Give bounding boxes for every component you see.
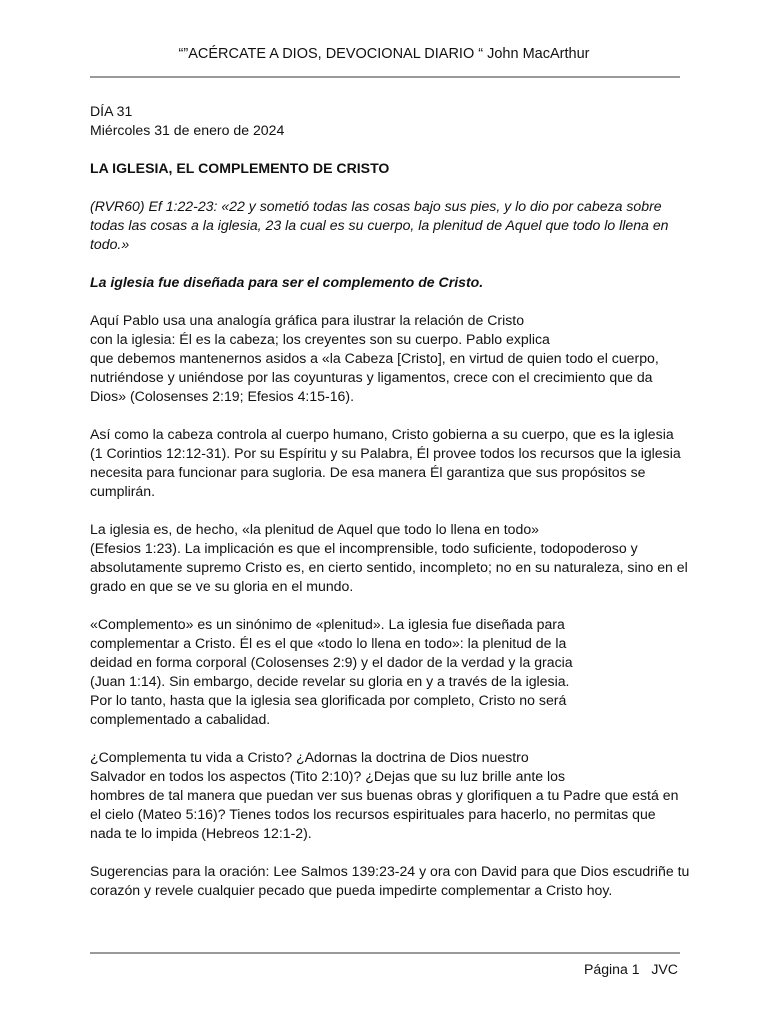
- text-line: nutriéndose y uniéndose por las coyunturas y ligamentos, crece con el crecimiento que da: [90, 369, 653, 385]
- key-statement: La iglesia fue diseñada para ser el complemento de Cristo.: [90, 274, 484, 290]
- text-line: deidad en forma corporal (Colosenses 2:9) y el dador de la verdad y la gracia: [90, 654, 573, 670]
- text-line: Sugerencias para la oración: Lee Salmos 139:23-24 y ora con David para que Dios escudriñe tu: [90, 863, 690, 879]
- header-divider: [90, 76, 680, 78]
- text-line: necesita para funcionar para sugloria. De esa manera Él garantiza que sus propósitos se: [90, 464, 646, 480]
- paragraph-2: [90, 425, 690, 501]
- text-line: (Efesios 1:23). La implicación es que el incomprensible, todo suficiente, todopoderoso y: [90, 540, 638, 556]
- text-line: grado en que se ve su gloria en el mundo.: [90, 578, 354, 594]
- scripture-line: todas las cosas a la iglesia, 23 la cual es su cuerpo, la plenitud de Aquel que todo lo llena en: [90, 217, 669, 233]
- text-line: Salvador en todos los aspectos (Tito 2:10)? ¿Dejas que su luz brille ante los: [90, 768, 566, 784]
- paragraph-1: [90, 311, 690, 406]
- text-line: ¿Complementa tu vida a Cristo? ¿Adornas la doctrina de Dios nuestro: [90, 749, 529, 765]
- page-footer: [584, 960, 678, 978]
- document-header: “”ACÉRCATE A DIOS, DEVOCIONAL DIARIO “ John MacArthur: [178, 46, 590, 62]
- text-line: que debemos mantenernos asidos a «la Cabeza [Cristo], en virtud de quien todo el cuerpo,: [90, 350, 659, 366]
- text-line: con la iglesia: Él es la cabeza; los creyentes son su cuerpo. Pablo explica: [90, 331, 550, 347]
- text-line: cumplirán.: [90, 483, 156, 499]
- scripture-line: (RVR60) Ef 1:22-23: «22 y sometió todas las cosas bajo sus pies, y lo dio por cabeza sobre: [90, 198, 662, 214]
- text-line: (Juan 1:14). Sin embargo, decide revelar su gloria en y a través de la iglesia.: [90, 673, 570, 689]
- text-line: Así como la cabeza controla al cuerpo humano, Cristo gobierna a su cuerpo, que es la iglesia: [90, 426, 674, 442]
- paragraph-5: [90, 748, 690, 843]
- footer-initials: JVC: [651, 961, 678, 977]
- paragraph-4: [90, 615, 690, 729]
- text-line: complementar a Cristo. Él es el que «todo lo llena en todo»: la plenitud de la: [90, 635, 567, 651]
- scripture-line: todo.»: [90, 236, 130, 252]
- text-line: «Complemento» es un sinónimo de «plenitud». La iglesia fue diseñada para: [90, 616, 565, 632]
- text-line: Dios» (Colosenses 2:19; Efesios 4:15-16).: [90, 388, 355, 404]
- text-line: La iglesia es, de hecho, «la plenitud de Aquel que todo lo llena en todo»: [90, 521, 540, 537]
- day-label: DÍA 31: [90, 103, 133, 119]
- paragraph-3: [90, 520, 690, 596]
- devotional-title: LA IGLESIA, EL COMPLEMENTO DE CRISTO: [90, 160, 390, 176]
- page-number: Página 1: [583, 961, 640, 977]
- devotional-body: [90, 102, 690, 900]
- day-date: Miércoles 31 de enero de 2024: [90, 122, 285, 138]
- text-line: Por lo tanto, hasta que la iglesia sea glorificada por completo, Cristo no será: [90, 692, 567, 708]
- prayer-suggestion: [90, 862, 690, 900]
- text-line: hombres de tal manera que puedan ver sus buenas obras y glorifiquen a tu Padre que está en: [90, 787, 679, 803]
- text-line: (1 Corintios 12:12-31). Por su Espíritu y su Palabra, Él provee todos los recursos que la iglesia: [90, 445, 681, 461]
- text-line: el cielo (Mateo 5:16)? Tienes todos los recursos espirituales para hacerlo, no permitas que: [90, 806, 656, 822]
- scripture-quote: [90, 197, 690, 254]
- text-line: complementado a cabalidad.: [90, 711, 271, 727]
- day-block: [90, 102, 690, 140]
- text-line: nada te lo impida (Hebreos 12:1-2).: [90, 825, 312, 841]
- text-line: absolutamente supremo Cristo es, en cierto sentido, incompleto; no en su naturaleza, sino en el: [90, 559, 688, 575]
- footer-divider: [90, 952, 680, 954]
- text-line: corazón y revele cualquier pecado que pueda impedirte complementar a Cristo hoy.: [90, 882, 613, 898]
- text-line: Aquí Pablo usa una analogía gráfica para ilustrar la relación de Cristo: [90, 312, 525, 328]
